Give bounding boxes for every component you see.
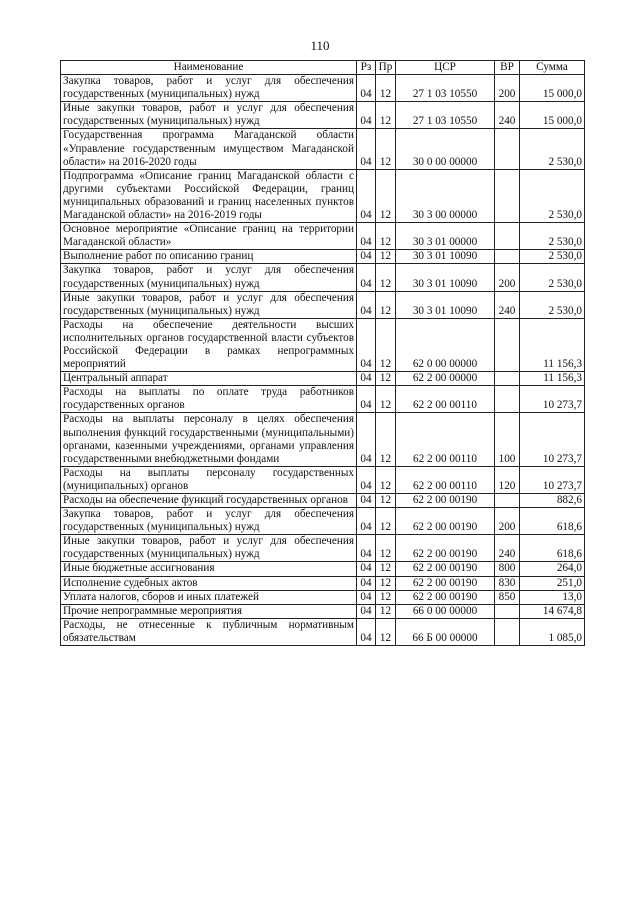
header-csr: ЦСР bbox=[396, 61, 495, 75]
row-rz: 04 bbox=[357, 264, 376, 291]
row-name: Выполнение работ по описанию границ bbox=[61, 250, 357, 264]
row-rz: 04 bbox=[357, 169, 376, 222]
row-csr: 62 2 00 00190 bbox=[396, 576, 495, 590]
row-vr bbox=[495, 129, 520, 169]
row-sum: 11 156,3 bbox=[520, 318, 585, 371]
row-vr: 200 bbox=[495, 264, 520, 291]
row-csr: 27 1 03 10550 bbox=[396, 75, 495, 102]
row-pr: 12 bbox=[376, 494, 396, 508]
row-vr bbox=[495, 223, 520, 250]
row-vr bbox=[495, 250, 520, 264]
row-sum: 2 530,0 bbox=[520, 264, 585, 291]
row-pr: 12 bbox=[376, 102, 396, 129]
row-rz: 04 bbox=[357, 618, 376, 645]
table-row bbox=[61, 372, 585, 386]
table-row bbox=[61, 508, 585, 535]
row-rz: 04 bbox=[357, 386, 376, 413]
row-name: Расходы на выплаты по оплате труда работников государственных органов bbox=[61, 386, 357, 413]
header-rz: Рз bbox=[357, 61, 376, 75]
table-row bbox=[61, 466, 585, 493]
row-pr: 12 bbox=[376, 576, 396, 590]
page-number: 110 bbox=[310, 38, 330, 53]
row-csr: 30 3 01 10090 bbox=[396, 250, 495, 264]
row-name: Закупка товаров, работ и услуг для обеспечения государственных (муниципальных) нужд bbox=[61, 508, 357, 535]
row-vr: 850 bbox=[495, 590, 520, 604]
header-name: Наименование bbox=[61, 61, 357, 75]
row-name: Центральный аппарат bbox=[61, 372, 357, 386]
row-rz: 04 bbox=[357, 466, 376, 493]
row-csr: 30 3 01 10090 bbox=[396, 264, 495, 291]
row-csr: 30 3 01 00000 bbox=[396, 223, 495, 250]
header-pr: Пр bbox=[376, 61, 396, 75]
row-sum: 14 674,8 bbox=[520, 604, 585, 618]
row-sum: 2 530,0 bbox=[520, 169, 585, 222]
row-rz: 04 bbox=[357, 223, 376, 250]
row-csr: 62 2 00 00190 bbox=[396, 590, 495, 604]
row-sum: 2 530,0 bbox=[520, 129, 585, 169]
row-name: Иные бюджетные ассигнования bbox=[61, 562, 357, 576]
row-csr: 62 2 00 00000 bbox=[396, 372, 495, 386]
row-vr bbox=[495, 618, 520, 645]
row-sum: 11 156,3 bbox=[520, 372, 585, 386]
row-rz: 04 bbox=[357, 75, 376, 102]
row-rz: 04 bbox=[357, 590, 376, 604]
table-row bbox=[61, 494, 585, 508]
row-csr: 66 Б 00 00000 bbox=[396, 618, 495, 645]
row-pr: 12 bbox=[376, 250, 396, 264]
row-pr: 12 bbox=[376, 264, 396, 291]
header-sum: Сумма bbox=[520, 61, 585, 75]
row-name: Основное мероприятие «Описание границ на территории Магаданской области» bbox=[61, 223, 357, 250]
row-csr: 62 2 00 00110 bbox=[396, 386, 495, 413]
table-row bbox=[61, 250, 585, 264]
table-header-row bbox=[61, 61, 585, 75]
row-name: Иные закупки товаров, работ и услуг для обеспечения государственных (муниципальных) нужд bbox=[61, 291, 357, 318]
row-rz: 04 bbox=[357, 318, 376, 371]
row-name: Прочие непрограммные мероприятия bbox=[61, 604, 357, 618]
row-name: Закупка товаров, работ и услуг для обеспечения государственных (муниципальных) нужд bbox=[61, 75, 357, 102]
row-name: Государственная программа Магаданской области «Управление государственным имуществом Магаданской области» на 2016-2020 годы bbox=[61, 129, 357, 169]
row-sum: 10 273,7 bbox=[520, 413, 585, 466]
row-sum: 251,0 bbox=[520, 576, 585, 590]
row-rz: 04 bbox=[357, 494, 376, 508]
row-pr: 12 bbox=[376, 618, 396, 645]
budget-table bbox=[60, 60, 585, 646]
header-vr: ВР bbox=[495, 61, 520, 75]
row-rz: 04 bbox=[357, 576, 376, 590]
row-sum: 882,6 bbox=[520, 494, 585, 508]
row-pr: 12 bbox=[376, 590, 396, 604]
table-row bbox=[61, 129, 585, 169]
row-name: Расходы, не отнесенные к публичным нормативным обязательствам bbox=[61, 618, 357, 645]
row-sum: 13,0 bbox=[520, 590, 585, 604]
row-name: Иные закупки товаров, работ и услуг для обеспечения государственных (муниципальных) нужд bbox=[61, 102, 357, 129]
row-pr: 12 bbox=[376, 169, 396, 222]
row-name: Уплата налогов, сборов и иных платежей bbox=[61, 590, 357, 604]
row-name: Расходы на выплаты персоналу государственных (муниципальных) органов bbox=[61, 466, 357, 493]
row-sum: 15 000,0 bbox=[520, 75, 585, 102]
row-sum: 10 273,7 bbox=[520, 466, 585, 493]
row-csr: 62 2 00 00190 bbox=[396, 508, 495, 535]
table-row bbox=[61, 413, 585, 466]
row-csr: 62 2 00 00110 bbox=[396, 413, 495, 466]
row-pr: 12 bbox=[376, 291, 396, 318]
row-sum: 618,6 bbox=[520, 508, 585, 535]
table-row bbox=[61, 576, 585, 590]
row-name: Расходы на обеспечение функций государственных органов bbox=[61, 494, 357, 508]
row-vr: 100 bbox=[495, 413, 520, 466]
table-body bbox=[61, 75, 585, 646]
table-row bbox=[61, 223, 585, 250]
table-row bbox=[61, 590, 585, 604]
row-vr bbox=[495, 494, 520, 508]
row-csr: 62 2 00 00190 bbox=[396, 535, 495, 562]
row-rz: 04 bbox=[357, 102, 376, 129]
row-name: Расходы на выплаты персоналу в целях обеспечения выполнения функций государственными (муниципальными) органами, казенными учреждениями, органами управления государственными внебюджетными фондами bbox=[61, 413, 357, 466]
row-pr: 12 bbox=[376, 562, 396, 576]
table-row bbox=[61, 169, 585, 222]
row-sum: 2 530,0 bbox=[520, 291, 585, 318]
row-name: Исполнение судебных актов bbox=[61, 576, 357, 590]
row-pr: 12 bbox=[376, 604, 396, 618]
row-rz: 04 bbox=[357, 250, 376, 264]
row-csr: 62 2 00 00110 bbox=[396, 466, 495, 493]
row-csr: 62 2 00 00190 bbox=[396, 562, 495, 576]
table-row bbox=[61, 264, 585, 291]
row-rz: 04 bbox=[357, 604, 376, 618]
row-vr: 200 bbox=[495, 508, 520, 535]
row-pr: 12 bbox=[376, 75, 396, 102]
row-vr bbox=[495, 372, 520, 386]
row-pr: 12 bbox=[376, 223, 396, 250]
row-rz: 04 bbox=[357, 413, 376, 466]
row-vr: 120 bbox=[495, 466, 520, 493]
row-pr: 12 bbox=[376, 386, 396, 413]
row-csr: 30 0 00 00000 bbox=[396, 129, 495, 169]
table-row bbox=[61, 535, 585, 562]
table-row bbox=[61, 291, 585, 318]
row-pr: 12 bbox=[376, 318, 396, 371]
table-row bbox=[61, 102, 585, 129]
row-sum: 1 085,0 bbox=[520, 618, 585, 645]
row-pr: 12 bbox=[376, 129, 396, 169]
table-row bbox=[61, 318, 585, 371]
row-vr: 200 bbox=[495, 75, 520, 102]
row-rz: 04 bbox=[357, 372, 376, 386]
table-row bbox=[61, 386, 585, 413]
row-csr: 30 3 01 10090 bbox=[396, 291, 495, 318]
row-sum: 264,0 bbox=[520, 562, 585, 576]
row-csr: 62 0 00 00000 bbox=[396, 318, 495, 371]
table-row bbox=[61, 562, 585, 576]
row-rz: 04 bbox=[357, 535, 376, 562]
row-rz: 04 bbox=[357, 129, 376, 169]
row-rz: 04 bbox=[357, 508, 376, 535]
row-sum: 15 000,0 bbox=[520, 102, 585, 129]
row-pr: 12 bbox=[376, 535, 396, 562]
row-pr: 12 bbox=[376, 413, 396, 466]
row-csr: 62 2 00 00190 bbox=[396, 494, 495, 508]
row-pr: 12 bbox=[376, 372, 396, 386]
row-sum: 10 273,7 bbox=[520, 386, 585, 413]
row-name: Подпрограмма «Описание границ Магаданской области с другими субъектами Российской Федерации, границ муниципальных образований и границ населенных пунктов Магаданской области» на 2016-2019 годы bbox=[61, 169, 357, 222]
row-sum: 2 530,0 bbox=[520, 223, 585, 250]
row-csr: 66 0 00 00000 bbox=[396, 604, 495, 618]
row-vr: 830 bbox=[495, 576, 520, 590]
row-vr bbox=[495, 318, 520, 371]
table-row bbox=[61, 618, 585, 645]
table-row bbox=[61, 604, 585, 618]
row-pr: 12 bbox=[376, 466, 396, 493]
row-vr: 240 bbox=[495, 102, 520, 129]
row-csr: 30 3 00 00000 bbox=[396, 169, 495, 222]
row-vr: 800 bbox=[495, 562, 520, 576]
row-vr bbox=[495, 386, 520, 413]
row-vr bbox=[495, 604, 520, 618]
row-sum: 2 530,0 bbox=[520, 250, 585, 264]
row-rz: 04 bbox=[357, 291, 376, 318]
row-vr bbox=[495, 169, 520, 222]
row-name: Иные закупки товаров, работ и услуг для обеспечения государственных (муниципальных) нужд bbox=[61, 535, 357, 562]
row-vr: 240 bbox=[495, 535, 520, 562]
row-csr: 27 1 03 10550 bbox=[396, 102, 495, 129]
table-row bbox=[61, 75, 585, 102]
row-vr: 240 bbox=[495, 291, 520, 318]
row-sum: 618,6 bbox=[520, 535, 585, 562]
row-pr: 12 bbox=[376, 508, 396, 535]
row-name: Расходы на обеспечение деятельности высших исполнительных органов государственной власти субъектов Российской Федерации в рамках непрограммных мероприятий bbox=[61, 318, 357, 371]
row-rz: 04 bbox=[357, 562, 376, 576]
row-name: Закупка товаров, работ и услуг для обеспечения государственных (муниципальных) нужд bbox=[61, 264, 357, 291]
